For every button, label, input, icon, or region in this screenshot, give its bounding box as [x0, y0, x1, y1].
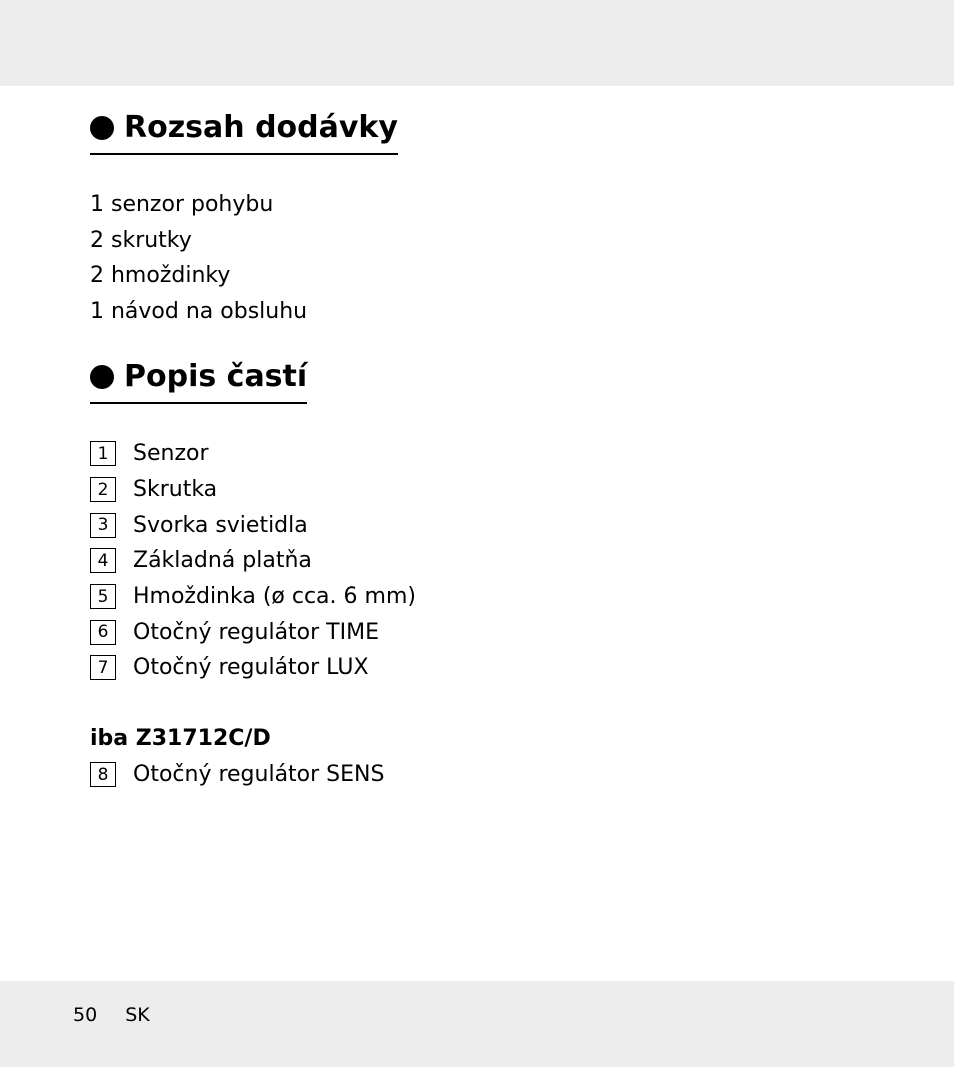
part-number-box: 1	[90, 441, 116, 466]
parts-list	[90, 436, 416, 686]
part-number-box: 2	[90, 477, 116, 502]
parts-heading-text: Popis častí	[124, 359, 308, 394]
language-code: SK	[125, 1004, 150, 1026]
part-number-box: 6	[90, 620, 116, 645]
part-number-box: 3	[90, 513, 116, 538]
part-label: Skrutka	[133, 477, 218, 503]
part-number-box: 7	[90, 655, 116, 680]
part-number-box: 8	[90, 762, 116, 787]
list-item	[90, 650, 416, 686]
list-item: 2 skrutky	[90, 227, 192, 253]
part-number-box: 4	[90, 548, 116, 573]
list-item	[90, 614, 416, 650]
list-item: 2 hmoždinky	[90, 263, 231, 289]
page-footer	[73, 1000, 150, 1030]
model-parts-list	[90, 757, 384, 793]
part-label: Svorka svietidla	[133, 512, 308, 538]
part-label: Otočný regulátor TIME	[133, 619, 379, 645]
page-number: 50	[73, 1004, 98, 1026]
part-number-box: 5	[90, 584, 116, 609]
list-item	[90, 507, 416, 543]
delivery-heading-text: Rozsah dodávky	[124, 110, 398, 145]
list-item	[90, 436, 416, 472]
delivery-list	[90, 187, 307, 330]
part-label: Základná platňa	[133, 548, 312, 574]
bullet-icon	[90, 365, 114, 389]
part-label: Hmoždinka (ø cca. 6 mm)	[133, 584, 416, 610]
part-label: Senzor	[133, 441, 209, 467]
top-band	[0, 0, 954, 86]
list-item	[90, 579, 416, 615]
list-item: 1 návod na obsluhu	[90, 299, 308, 325]
bullet-icon	[90, 116, 114, 140]
list-item	[90, 757, 384, 793]
part-label: Otočný regulátor SENS	[133, 762, 385, 788]
model-subheading: iba Z31712C/D	[90, 726, 271, 751]
parts-heading	[90, 357, 307, 404]
delivery-heading	[90, 108, 398, 155]
list-item: 1 senzor pohybu	[90, 192, 274, 217]
list-item	[90, 472, 416, 508]
list-item	[90, 543, 416, 579]
part-label: Otočný regulátor LUX	[133, 655, 369, 681]
